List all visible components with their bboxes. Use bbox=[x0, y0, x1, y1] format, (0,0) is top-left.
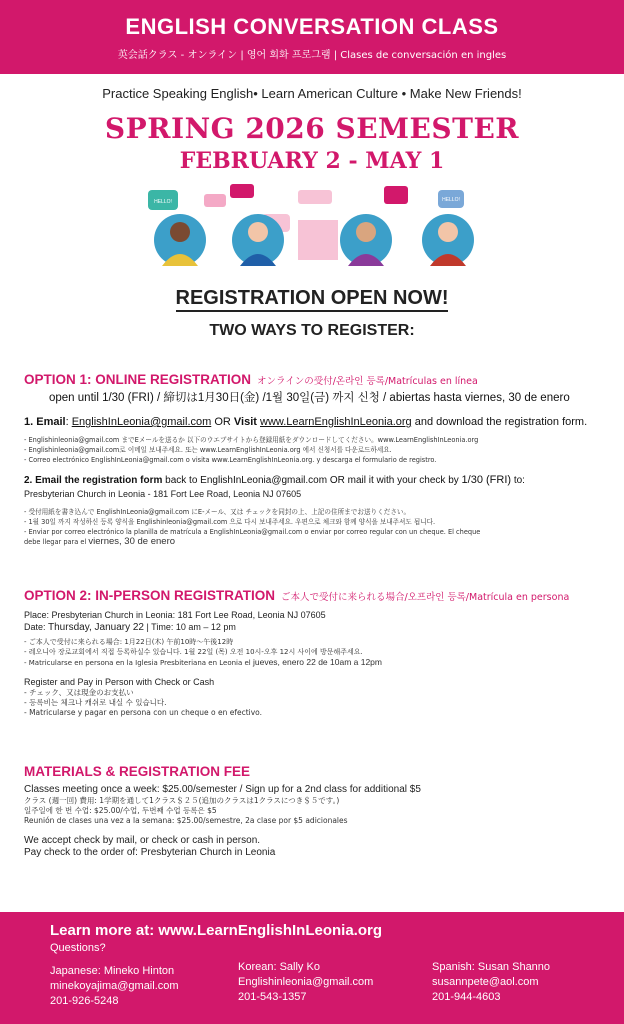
semester-heading: SPRING 2026 SEMESTER bbox=[104, 112, 520, 145]
website-link[interactable]: www.LearnEnglishInLeonia.org bbox=[260, 416, 412, 428]
option1-section bbox=[24, 372, 612, 547]
bubble-text: HELLO! bbox=[442, 197, 460, 203]
option1-title: OPTION 1: ONLINE REGISTRATION オンラインの受付/온라인 등록/Matrículas en línea bbox=[24, 372, 478, 387]
person-avatar bbox=[154, 214, 206, 266]
conversation-illustration bbox=[148, 184, 478, 274]
option2-pay-ja: - チェック、又は現金のお支払い bbox=[24, 688, 134, 697]
speech-bubble bbox=[298, 190, 332, 204]
option2-place: Place: Presbyterian Church in Leonia: 181 Fort Lee Road, Leonia NJ 07605 bbox=[24, 610, 326, 620]
person-avatar bbox=[422, 214, 474, 266]
option2-section bbox=[24, 588, 612, 718]
person-avatar bbox=[232, 214, 284, 266]
option2-date-line: Date: Thursday, January 22 | Time: 10 am – 12 pm bbox=[24, 622, 236, 633]
option1-title-multilingual: オンラインの受付/온라인 등록/Matrículas en línea bbox=[257, 376, 478, 387]
speech-bubble bbox=[384, 186, 408, 204]
page-subtitle: 英会話クラス - オンライン | 영어 회화 프로그램 | Clases de conversación en ingles bbox=[117, 50, 507, 61]
two-ways-heading: TWO WAYS TO REGISTER: bbox=[209, 322, 415, 339]
option2-title: OPTION 2: IN-PERSON REGISTRATION ご本人で受付に来られる場合/오프라인 등록/Matrícula en persona bbox=[24, 588, 570, 603]
contact-spanish: Spanish: Susan Shanno susannpete@aol.com 201-944-4603 bbox=[432, 961, 551, 1003]
option2-pay: Register and Pay in Person with Check or Cash bbox=[24, 677, 215, 687]
materials-line-ko: 일주일에 한 번 수업: $25.00/수업, 두번째 수업 등록은 $5 bbox=[24, 806, 217, 815]
option1-form-ko: - 1월 30일 까지 작성하신 등록 양식을 Englishinleonia@gmail.com 으로 다시 보내주세요. 우편으로 체크와 함께 양식을 보내주셔도 됩니다. bbox=[24, 518, 436, 526]
contact-phone: 201-926-5248 bbox=[50, 995, 119, 1007]
tagline: Practice Speaking English• Learn American Culture • Make New Friends! bbox=[102, 86, 522, 101]
option2-title-multilingual: ご本人で受付に来られる場合/오프라인 등록/Matrícula en persona bbox=[281, 592, 570, 603]
contact-email[interactable]: Englishinleonia@gmail.com bbox=[238, 976, 374, 988]
header-banner bbox=[0, 0, 624, 74]
speech-bubble bbox=[230, 184, 254, 198]
materials-title: MATERIALS & REGISTRATION FEE bbox=[24, 764, 250, 779]
registration-open-heading: REGISTRATION OPEN NOW! bbox=[0, 287, 624, 310]
materials-line-en: Classes meeting once a week: $25.00/semester / Sign up for a 2nd class for additional $5 bbox=[24, 784, 421, 795]
footer-questions: Questions? bbox=[50, 942, 106, 954]
option2-ko: - 레오니아 장로교회에서 직접 등록하실수 있습니다. 1월 22일 (목) 오전 10시-오후 12시 사이에 방문해주세요. bbox=[24, 648, 363, 656]
option1-email-ko: - Englishinleonia@gmail.com로 이메일 보내주세요. 또는 www.LearnEnglishInLeonia.org 에서 신청서를 다운로드하세요. bbox=[24, 446, 392, 454]
materials-section bbox=[24, 764, 612, 859]
footer-banner bbox=[0, 912, 624, 1024]
option1-email-ja: - Englishinleonia@gmail.com までEメールを送るか 以下のウエブサイトから登録用紙をダウンロードしてください。www.LearnEnglishInLeonia.org bbox=[24, 436, 479, 444]
option1-email-es: - Correo electrónico EnglishInLeonia@gmail.com o visita www.LearnEnglishInLeonia.org. y descarga el formulario de registro. bbox=[24, 456, 437, 464]
person-avatar bbox=[340, 214, 392, 266]
option1-form-es: - Enviar por correo electrónico la planilla de matrícula a EnglishInLeonia@gmail.com o enviar por correo regular con un cheque. El cheque bbox=[24, 528, 481, 536]
contact-japanese: Japanese: Mineko Hinton minekoyajima@gmail.com 201-926-5248 bbox=[50, 965, 179, 1007]
option2-ja: - ご本人で受付に来られる場合: 1月22日(木) 午前10時〜午後12時 bbox=[24, 638, 234, 646]
contact-email[interactable]: susannpete@aol.com bbox=[432, 976, 539, 988]
materials-line-es: Reunión de clases una vez a la semana: $25.00/semestre, 2a clase por $5 adicionales bbox=[24, 816, 348, 825]
bubble-text: HELLO! bbox=[154, 199, 172, 205]
option1-deadline: open until 1/30 (FRI) / 締切は1月30日(金) /1월 30일(금) 까지 신청 / abiertas hasta viernes, 30 de enero bbox=[49, 392, 570, 404]
contact-phone: 201-543-1357 bbox=[238, 991, 307, 1003]
option1-form-es-2: debe llegar para el viernes, 30 de enero bbox=[24, 536, 176, 547]
option1-form-line: 2. Email the registration form back to EnglishInLeonia@gmail.com OR mail it with your check by 1/30 (FRI) to: bbox=[24, 474, 525, 486]
contact-korean: Korean: Sally Ko Englishinleonia@gmail.com 201-543-1357 bbox=[238, 961, 374, 1003]
option2-pay-es: - Matricularse y pagar en persona con un cheque o en efectivo. bbox=[24, 708, 263, 717]
pink-block bbox=[298, 220, 338, 260]
option1-form-ja: - 受付用紙を書き込んで EnglishInLeonia@gmail.com にE-メール、又は チェックを同封の上、上記の住所までお送りください。 bbox=[24, 508, 411, 516]
speech-bubble bbox=[204, 194, 226, 207]
option2-es: - Matricularse en persona en la Iglesia Presbiteriana en Leonia el jueves, enero 22 de 10am a 12pm bbox=[24, 657, 382, 667]
materials-line-ja: クラス (週一回) 費用: 1学期を通して1クラス＄２５(追加のクラスは1クラスにつき＄５です。) bbox=[24, 796, 340, 805]
page-title: ENGLISH CONVERSATION CLASS bbox=[125, 14, 499, 39]
semester-dates: FEBRUARY 2 - MAY 1 bbox=[179, 148, 445, 174]
materials-accept: We accept check by mail, or check or cash in person. bbox=[24, 835, 261, 846]
materials-pay-to: Pay check to the order of: Presbyterian Church in Leonia bbox=[24, 847, 276, 858]
email-link[interactable]: EnglishInLeonia@gmail.com bbox=[71, 416, 212, 428]
footer-learn-more[interactable]: Learn more at: www.LearnEnglishInLeonia.org bbox=[50, 922, 382, 939]
option2-pay-ko: - 등록비는 체크나 캐쉬로 내실 수 있습니다. bbox=[24, 698, 167, 707]
contact-email[interactable]: minekoyajima@gmail.com bbox=[50, 980, 179, 992]
option1-email-line: 1. Email: EnglishInLeonia@gmail.com OR Visit www.LearnEnglishInLeonia.org and download the registration form. bbox=[24, 416, 588, 428]
option1-address: Presbyterian Church in Leonia - 181 Fort Lee Road, Leonia NJ 07605 bbox=[24, 489, 302, 499]
contact-phone: 201-944-4603 bbox=[432, 991, 501, 1003]
